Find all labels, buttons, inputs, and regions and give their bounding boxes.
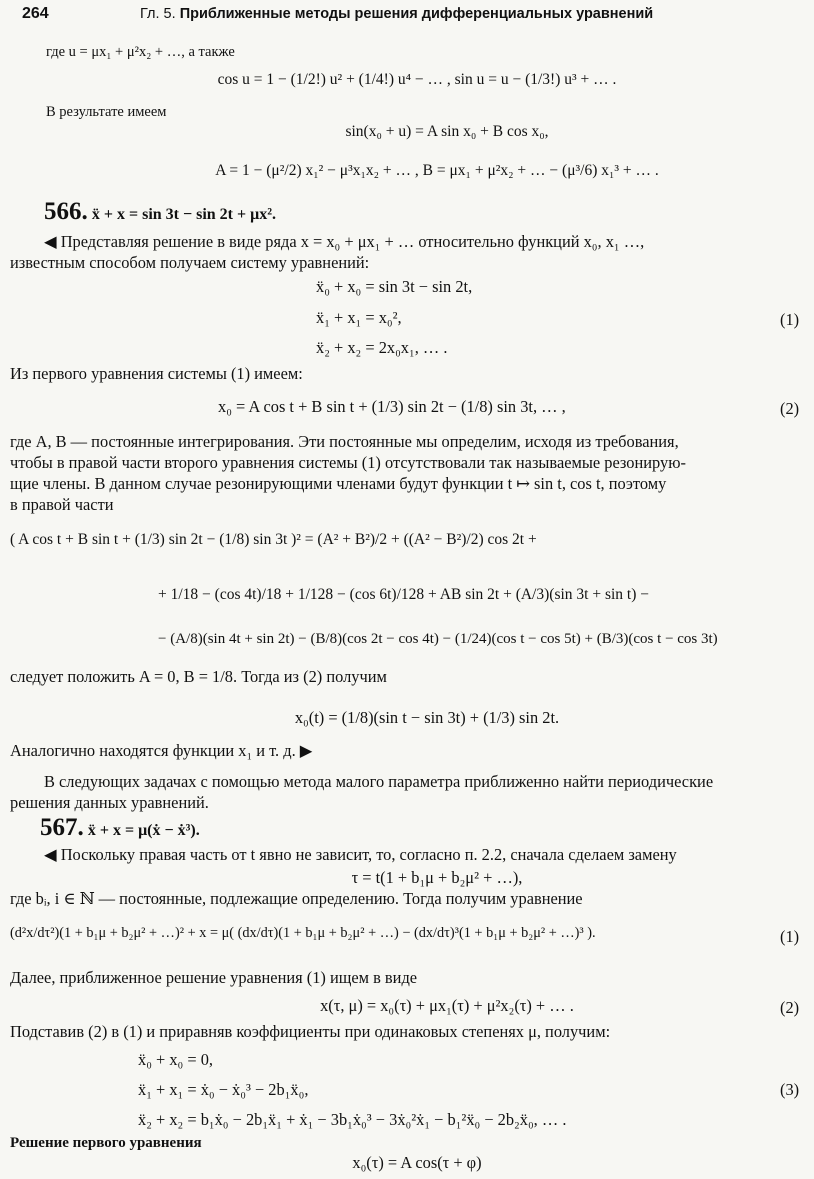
equation-label: (2)	[780, 399, 800, 418]
paragraph-line: Из первого уравнения системы (1) имеем:	[10, 364, 303, 383]
square-expansion-line: − (A/8)(sin 4t + sin 2t) − (B/8)(cos 2t − cos 4t) − (1/24)(cos t − cos 5t) + (B/3)(cos t − cos 3t)	[158, 631, 718, 647]
cos-sin-series: cos u = 1 − (1/2!) u² + (1/4!) u⁴ − … , sin u = u − (1/3!) u³ + … .	[217, 71, 617, 88]
paragraph-line: чтобы в правой части второго уравнения системы (1) отсутствовали так называемые резонирую-	[10, 453, 686, 472]
system-equation: ẍ₁ + x₁ = ẋ₀ − ẋ₀³ − 2b₁ẍ₀,	[138, 1080, 309, 1099]
problem-equation: ẍ + x = sin 3t − sin 2t + μx².	[91, 206, 276, 223]
equation-label: (1)	[780, 927, 800, 946]
paragraph-line: щие члены. В данном случае резонирующими членами будут функции t ↦ sin t, cos t, поэтому	[10, 474, 667, 493]
AB-definition: A = 1 − (μ²/2) x₁² − μ³x₁x₂ + … , B = μx₁ + μ²x₂ + … − (μ³/6) x₁³ + … .	[215, 162, 659, 179]
system-equation: ẍ₀ + x₀ = sin 3t − sin 2t,	[316, 277, 473, 296]
paragraph-line: В следующих задачах с помощью метода малого параметра приближенно найти периодические	[44, 772, 714, 791]
problem-566-heading	[44, 196, 276, 227]
paragraph-line: ◀ Представляя решение в виде ряда x = x₀ + μx₁ + … относительно функций x₀, x₁ …,	[44, 232, 645, 251]
paragraph-line: известным способом получаем систему уравнений:	[10, 253, 370, 272]
problem-567-heading	[40, 812, 200, 843]
paragraph-line: решения данных уравнений.	[10, 793, 209, 812]
chapter-number: Гл. 5.	[140, 6, 176, 22]
where-u-line: где u = μx₁ + μ²x₂ + …, а также	[46, 44, 235, 60]
equation-label: (3)	[780, 1080, 800, 1099]
paragraph-line: Далее, приближенное решение уравнения (1) ищем в виде	[10, 968, 418, 987]
tau-substitution: τ = t(1 + b₁μ + b₂μ² + …),	[351, 868, 523, 887]
system-equation: ẍ₂ + x₂ = b₁ẋ₀ − 2b₁ẍ₁ + ẋ₁ − 3b₁ẋ₀³ − 3ẋ₀²ẋ₁ − b₁²ẍ₀ − 2b₂ẍ₀, … .	[138, 1110, 567, 1129]
equation-label: (2)	[780, 998, 800, 1017]
chapter-title: Приближенные методы решения дифференциальных уравнений	[179, 6, 654, 22]
paragraph-line: ◀ Поскольку правая часть от t явно не зависит, то, согласно п. 2.2, сначала сделаем замену	[44, 845, 677, 864]
paragraph-line: Аналогично находятся функции x₁ и т. д. ▶	[10, 741, 313, 760]
problem-number: 567.	[40, 814, 84, 841]
page-number: 264	[22, 5, 49, 22]
square-expansion-line: + 1/18 − (cos 4t)/18 + 1/128 − (cos 6t)/128 + AB sin 2t + (A/3)(sin 3t + sin t) −	[158, 586, 649, 603]
x0-t-formula: x₀(t) = (1/8)(sin t − sin 3t) + (1/3) sin 2t.	[294, 708, 560, 727]
square-expansion-line: ( A cos t + B sin t + (1/3) sin 2t − (1/8) sin 3t )² = (A² + B²)/2 + ((A² − B²)/2) cos 2t +	[10, 531, 537, 548]
x0-tau-formula: x₀(τ) = A cos(τ + φ)	[352, 1153, 482, 1172]
sin-sum-formula: sin(x₀ + u) = A sin x₀ + B cos x₀,	[345, 123, 549, 140]
series-formula: x(τ, μ) = x₀(τ) + μx₁(τ) + μ²x₂(τ) + … .	[320, 996, 574, 1015]
running-header	[140, 5, 653, 23]
paragraph-line: где bᵢ, i ∈ ℕ — постоянные, подлежащие определению. Тогда получим уравнение	[10, 889, 583, 908]
system-equation: ẍ₀ + x₀ = 0,	[138, 1050, 213, 1069]
equation-label: (1)	[780, 310, 800, 329]
problem-number: 566.	[44, 198, 88, 225]
paragraph-line: Подставив (2) в (1) и приравняв коэффициенты при одинаковых степенях μ, получим:	[10, 1022, 611, 1041]
main-equation: (d²x/dτ²)(1 + b₁μ + b₂μ² + …)² + x = μ( (dx/dτ)(1 + b₁μ + b₂μ² + …) − (dx/dτ)³(1 + b₁μ + b₂μ² + …)³ ).	[10, 925, 596, 941]
system-equation: ẍ₁ + x₁ = x₀²,	[316, 308, 402, 327]
system-equation: ẍ₂ + x₂ = 2x₀x₁, … .	[316, 338, 448, 357]
paragraph-line: следует положить A = 0, B = 1/8. Тогда из (2) получим	[10, 667, 387, 686]
result-label: В результате имеем	[46, 104, 167, 120]
paragraph-line: в правой части	[10, 495, 114, 514]
problem-equation: ẍ + x = μ(ẋ − ẋ³).	[87, 822, 200, 839]
paragraph-line: Решение первого уравнения	[10, 1135, 202, 1151]
paragraph-line: где A, B — постоянные интегрирования. Эти постоянные мы определим, исходя из требования,	[10, 432, 679, 451]
x0-solution: x₀ = A cos t + B sin t + (1/3) sin 2t − (1/8) sin 3t, … ,	[218, 397, 566, 416]
